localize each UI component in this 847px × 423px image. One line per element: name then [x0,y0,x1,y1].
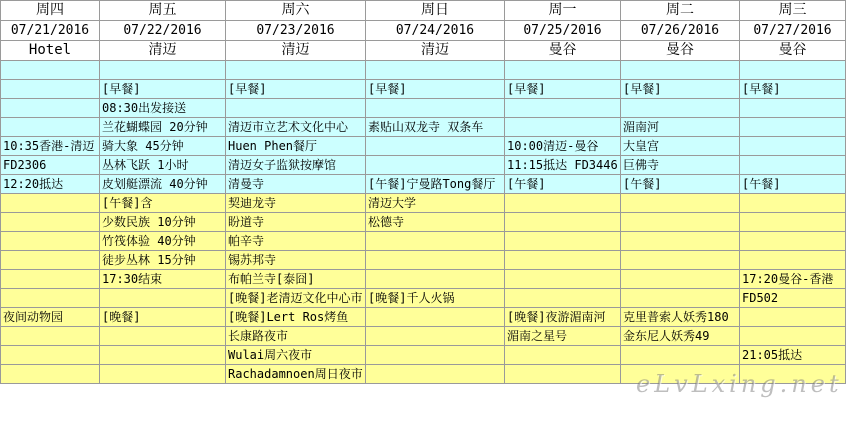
activity-cell[interactable] [505,61,621,80]
city-cell[interactable]: 清迈 [100,41,226,61]
activity-cell[interactable] [740,99,846,118]
activity-cell[interactable] [100,61,226,80]
activity-cell[interactable]: [晚餐] [100,308,226,327]
activity-cell[interactable]: [晚餐]夜游湄南河 [505,308,621,327]
date-cell[interactable]: 07/26/2016 [621,21,740,41]
activity-cell[interactable] [1,213,100,232]
activity-row [1,365,846,384]
activity-cell[interactable] [366,232,505,251]
activity-cell[interactable] [740,327,846,346]
activity-cell[interactable] [366,365,505,384]
activity-cell[interactable]: 大皇宫 [621,137,740,156]
activity-cell[interactable] [621,251,740,270]
date-cell[interactable]: 07/25/2016 [505,21,621,41]
weekday-cell[interactable]: 周四 [1,1,100,21]
activity-cell[interactable]: 盼道寺 [226,213,366,232]
activity-cell[interactable] [1,270,100,289]
activity-cell[interactable]: [早餐] [366,80,505,99]
activity-cell[interactable]: 兰花蝴蝶园 20分钟 [100,118,226,137]
city-cell[interactable]: Hotel [1,41,100,61]
activity-cell[interactable]: 清迈市立艺术文化中心 [226,118,366,137]
activity-cell[interactable]: 徒步丛林 15分钟 [100,251,226,270]
activity-cell[interactable]: Rachadamnoen周日夜市 [226,365,366,384]
activity-cell[interactable] [366,346,505,365]
activity-row [1,308,846,327]
weekday-cell[interactable]: 周一 [505,1,621,21]
activity-cell[interactable]: 湄南之星号 [505,327,621,346]
city-cell[interactable]: 曼谷 [621,41,740,61]
activity-cell[interactable]: [午餐] [621,175,740,194]
activity-row [1,194,846,213]
activity-cell[interactable]: [晚餐]Lert Ros烤鱼 [226,308,366,327]
activity-cell[interactable]: [早餐] [740,80,846,99]
activity-cell[interactable]: 清迈女子监狱按摩馆 [226,156,366,175]
city-cell[interactable]: 清迈 [226,41,366,61]
activity-cell[interactable]: [午餐] [505,175,621,194]
activity-cell[interactable] [740,194,846,213]
weekday-cell[interactable]: 周六 [226,1,366,21]
activity-cell[interactable]: 丛林飞跃 1小时 [100,156,226,175]
activity-cell[interactable]: 夜间动物园 [1,308,100,327]
activity-cell[interactable]: 骑大象 45分钟 [100,137,226,156]
activity-row [1,346,846,365]
activity-cell[interactable]: 松德寺 [366,213,505,232]
activity-cell[interactable] [366,137,505,156]
date-header-row [1,21,846,41]
activity-cell[interactable] [505,194,621,213]
activity-cell[interactable] [100,327,226,346]
activity-cell[interactable] [740,232,846,251]
activity-row [1,175,846,194]
activity-cell[interactable] [621,270,740,289]
activity-cell[interactable]: 巨佛寺 [621,156,740,175]
activity-cell[interactable] [1,99,100,118]
activity-cell[interactable]: 17:30结束 [100,270,226,289]
activity-cell[interactable]: [午餐]宁曼路Tong餐厅 [366,175,505,194]
activity-cell[interactable] [366,327,505,346]
activity-cell[interactable] [621,194,740,213]
activity-row [1,289,846,308]
activity-cell[interactable]: 10:00清迈-曼谷 [505,137,621,156]
activity-cell[interactable] [505,365,621,384]
activity-cell[interactable] [740,251,846,270]
activity-cell[interactable]: [午餐] [740,175,846,194]
date-cell[interactable]: 07/22/2016 [100,21,226,41]
activity-cell[interactable] [740,365,846,384]
activity-cell[interactable] [100,289,226,308]
activity-cell[interactable]: [晚餐]千人火锅 [366,289,505,308]
activity-cell[interactable]: FD2306 [1,156,100,175]
activity-cell[interactable] [1,118,100,137]
activity-cell[interactable] [226,99,366,118]
watermark-text: eLvLxing.net [636,370,843,398]
activity-cell[interactable]: [晚餐]老清迈文化中心市 [226,289,366,308]
activity-cell[interactable] [621,289,740,308]
activity-cell[interactable]: 10:35香港-清迈 [1,137,100,156]
activity-cell[interactable]: FD502 [740,289,846,308]
activity-cell[interactable]: [午餐]含 [100,194,226,213]
activity-cell[interactable]: [早餐] [621,80,740,99]
activity-cell[interactable] [366,251,505,270]
activity-cell[interactable] [366,308,505,327]
weekday-cell[interactable]: 周日 [366,1,505,21]
city-cell[interactable]: 清迈 [366,41,505,61]
activity-cell[interactable] [740,61,846,80]
activity-cell[interactable] [1,194,100,213]
city-cell[interactable]: 曼谷 [740,41,846,61]
activity-cell[interactable] [1,327,100,346]
activity-cell[interactable]: 布帕兰寺[泰囧] [226,270,366,289]
date-cell[interactable]: 07/23/2016 [226,21,366,41]
activity-cell[interactable] [1,365,100,384]
activity-cell[interactable]: 湄南河 [621,118,740,137]
activity-cell[interactable] [621,232,740,251]
activity-cell[interactable]: 12:20抵达 [1,175,100,194]
activity-cell[interactable]: 17:20曼谷-香港 [740,270,846,289]
activity-cell[interactable] [740,156,846,175]
activity-cell[interactable]: 清迈大学 [366,194,505,213]
activity-cell[interactable] [366,156,505,175]
activity-cell[interactable]: 长康路夜市 [226,327,366,346]
date-cell[interactable]: 07/21/2016 [1,21,100,41]
activity-cell[interactable] [100,365,226,384]
activity-cell[interactable]: 竹筏体验 40分钟 [100,232,226,251]
activity-cell[interactable] [505,99,621,118]
activity-cell[interactable] [505,251,621,270]
activity-cell[interactable]: 11:15抵达 FD3446 [505,156,621,175]
activity-cell[interactable] [1,346,100,365]
activity-cell[interactable] [621,365,740,384]
activity-row [1,327,846,346]
activity-cell[interactable] [226,61,366,80]
activity-cell[interactable]: 皮划艇漂流 40分钟 [100,175,226,194]
activity-cell[interactable] [100,346,226,365]
activity-cell[interactable]: 清曼寺 [226,175,366,194]
activity-cell[interactable]: [早餐] [100,80,226,99]
itinerary-body [1,1,846,384]
weekday-cell[interactable]: 周三 [740,1,846,21]
activity-cell[interactable] [366,61,505,80]
activity-cell[interactable] [621,213,740,232]
activity-cell[interactable]: 金东尼人妖秀49 [621,327,740,346]
activity-cell[interactable] [505,213,621,232]
activity-cell[interactable] [621,346,740,365]
activity-row [1,99,846,118]
activity-cell[interactable] [1,61,100,80]
activity-cell[interactable]: Huen Phen餐厅 [226,137,366,156]
activity-cell[interactable] [621,99,740,118]
activity-cell[interactable] [740,118,846,137]
activity-cell[interactable] [621,61,740,80]
activity-cell[interactable]: 21:05抵达 [740,346,846,365]
activity-row [1,213,846,232]
activity-cell[interactable]: [早餐] [226,80,366,99]
activity-cell[interactable] [505,289,621,308]
activity-cell[interactable] [505,232,621,251]
weekday-cell[interactable]: 周五 [100,1,226,21]
date-cell[interactable]: 07/27/2016 [740,21,846,41]
city-header-row [1,41,846,61]
activity-cell[interactable] [1,80,100,99]
activity-cell[interactable]: 少数民族 10分钟 [100,213,226,232]
activity-cell[interactable] [1,289,100,308]
activity-cell[interactable] [505,346,621,365]
activity-cell[interactable] [740,213,846,232]
activity-cell[interactable] [1,232,100,251]
activity-row [1,156,846,175]
weekday-cell[interactable]: 周二 [621,1,740,21]
activity-row [1,118,846,137]
activity-cell[interactable] [1,251,100,270]
activity-cell[interactable] [740,308,846,327]
activity-cell[interactable] [740,137,846,156]
activity-cell[interactable] [505,118,621,137]
activity-cell[interactable] [505,270,621,289]
activity-cell[interactable] [366,99,505,118]
activity-row [1,137,846,156]
activity-row [1,232,846,251]
weekday-header-row [1,1,846,21]
activity-cell[interactable]: [早餐] [505,80,621,99]
activity-cell[interactable] [366,270,505,289]
activity-cell[interactable]: Wulai周六夜市 [226,346,366,365]
activity-cell[interactable]: 08:30出发接送 [100,99,226,118]
activity-cell[interactable]: 帕辛寺 [226,232,366,251]
activity-row [1,61,846,80]
activity-cell[interactable]: 克里普索人妖秀180 [621,308,740,327]
activity-row [1,251,846,270]
activity-cell[interactable]: 契迪龙寺 [226,194,366,213]
activity-cell[interactable]: 素贴山双龙寺 双条车 [366,118,505,137]
activity-row [1,80,846,99]
activity-cell[interactable]: 锡苏邦寺 [226,251,366,270]
city-cell[interactable]: 曼谷 [505,41,621,61]
activity-row [1,270,846,289]
date-cell[interactable]: 07/24/2016 [366,21,505,41]
